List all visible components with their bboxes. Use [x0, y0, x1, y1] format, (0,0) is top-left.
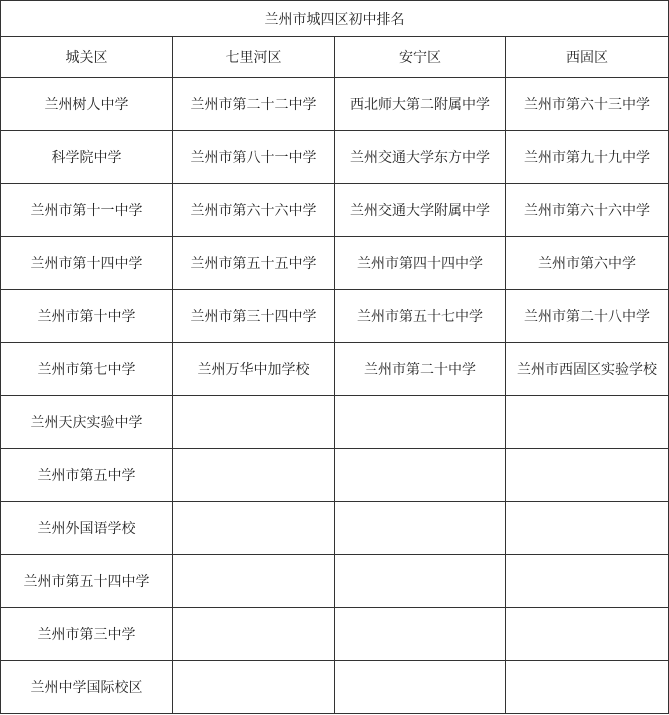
cell-chengguan: 兰州市第十一中学 — [1, 184, 173, 237]
cell-chengguan: 兰州树人中学 — [1, 78, 173, 131]
cell-qilihe — [173, 661, 335, 714]
cell-xigu: 兰州市第二十八中学 — [506, 290, 669, 343]
table-row — [1, 78, 669, 131]
header-qilihe: 七里河区 — [173, 37, 335, 78]
cell-qilihe — [173, 449, 335, 502]
cell-chengguan: 兰州市第三中学 — [1, 608, 173, 661]
cell-chengguan: 兰州市第十中学 — [1, 290, 173, 343]
cell-chengguan: 兰州市第七中学 — [1, 343, 173, 396]
cell-chengguan: 兰州中学国际校区 — [1, 661, 173, 714]
cell-anning: 西北师大第二附属中学 — [335, 78, 506, 131]
cell-anning: 兰州市第五十七中学 — [335, 290, 506, 343]
header-row — [1, 37, 669, 78]
cell-chengguan: 兰州天庆实验中学 — [1, 396, 173, 449]
cell-qilihe — [173, 608, 335, 661]
title-row — [1, 1, 669, 37]
ranking-table-body — [1, 1, 669, 714]
cell-anning: 兰州交通大学附属中学 — [335, 184, 506, 237]
cell-qilihe: 兰州市第三十四中学 — [173, 290, 335, 343]
cell-chengguan: 科学院中学 — [1, 131, 173, 184]
table-row — [1, 184, 669, 237]
cell-qilihe: 兰州市第二十二中学 — [173, 78, 335, 131]
cell-qilihe — [173, 502, 335, 555]
cell-chengguan: 兰州市第十四中学 — [1, 237, 173, 290]
cell-xigu — [506, 661, 669, 714]
table-row — [1, 290, 669, 343]
cell-xigu: 兰州市第六十六中学 — [506, 184, 669, 237]
header-xigu: 西固区 — [506, 37, 669, 78]
cell-qilihe — [173, 396, 335, 449]
cell-anning — [335, 555, 506, 608]
cell-chengguan: 兰州市第五中学 — [1, 449, 173, 502]
cell-chengguan: 兰州外国语学校 — [1, 502, 173, 555]
cell-xigu — [506, 608, 669, 661]
table-row — [1, 449, 669, 502]
cell-xigu: 兰州市西固区实验学校 — [506, 343, 669, 396]
cell-xigu: 兰州市第九十九中学 — [506, 131, 669, 184]
cell-anning: 兰州市第二十中学 — [335, 343, 506, 396]
cell-qilihe: 兰州市第六十六中学 — [173, 184, 335, 237]
cell-qilihe — [173, 555, 335, 608]
cell-anning — [335, 502, 506, 555]
cell-anning: 兰州市第四十四中学 — [335, 237, 506, 290]
table-row — [1, 502, 669, 555]
cell-anning — [335, 661, 506, 714]
cell-xigu — [506, 502, 669, 555]
table-row — [1, 608, 669, 661]
cell-qilihe: 兰州万华中加学校 — [173, 343, 335, 396]
cell-qilihe: 兰州市第八十一中学 — [173, 131, 335, 184]
cell-xigu: 兰州市第六十三中学 — [506, 78, 669, 131]
table-row — [1, 237, 669, 290]
table-title: 兰州市城四区初中排名 — [1, 1, 669, 37]
table-row — [1, 131, 669, 184]
table-row — [1, 555, 669, 608]
cell-qilihe: 兰州市第五十五中学 — [173, 237, 335, 290]
table-row — [1, 343, 669, 396]
cell-anning — [335, 449, 506, 502]
table-row — [1, 661, 669, 714]
cell-chengguan: 兰州市第五十四中学 — [1, 555, 173, 608]
cell-anning — [335, 396, 506, 449]
header-anning: 安宁区 — [335, 37, 506, 78]
cell-anning: 兰州交通大学东方中学 — [335, 131, 506, 184]
cell-xigu: 兰州市第六中学 — [506, 237, 669, 290]
header-chengguan: 城关区 — [1, 37, 173, 78]
cell-xigu — [506, 555, 669, 608]
table-row — [1, 396, 669, 449]
cell-xigu — [506, 396, 669, 449]
cell-xigu — [506, 449, 669, 502]
cell-anning — [335, 608, 506, 661]
